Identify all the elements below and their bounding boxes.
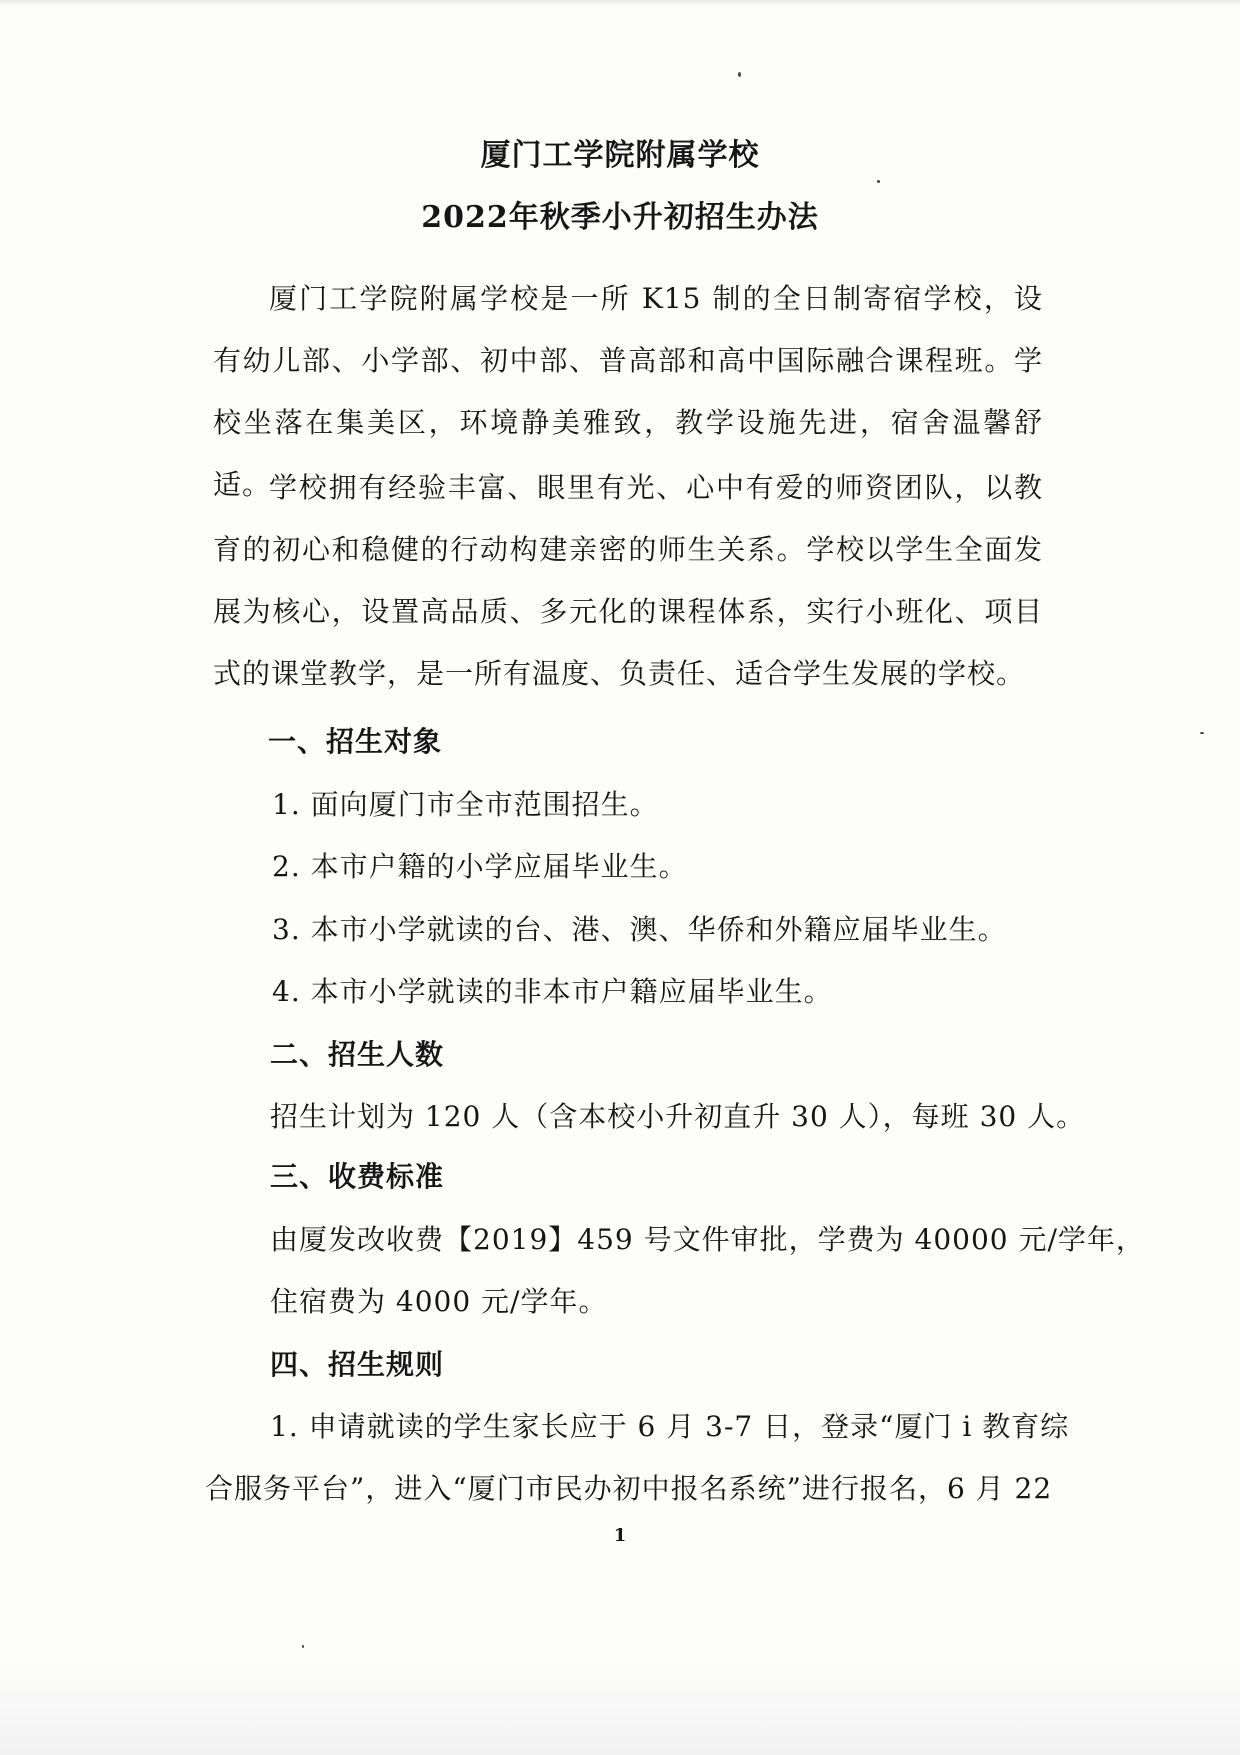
scan-edge-top <box>0 0 1240 6</box>
list-item: 3. 本市小学就读的台、港、澳、华侨和外籍应届毕业生。 <box>272 913 1007 946</box>
scan-speck <box>738 72 741 77</box>
rules-text-line-2: 合服务平台”，进入“厦门市民办初中报名系统”进行报名，6 月 22 <box>205 1472 1053 1505</box>
intro-paragraph-2: 学校拥有经验丰富、眼里有光、心中有爱的师资团队，以教育的初心和稳健的行动构建亲密的师生关系。学校以学生全面发展为核心，设置高品质、多元化的课程体系，实行小班化、项目式的课堂教学，是一所有温度、负责任、适合学生发展的学校。 <box>213 471 1043 690</box>
list-item: 4. 本市小学就读的非本市户籍应届毕业生。 <box>272 975 833 1008</box>
intro-paragraph-1: 厦门工学院附属学校是一所 K15 制的全日制寄宿学校，设有幼儿部、小学部、初中部、普高部和高中国际融合课程班。学校坐落在集美区，环境静美雅致，教学设施先进，宿舍温馨舒适。 <box>213 282 1043 501</box>
document-subtitle: 2022年秋季小升初招生办法 <box>421 200 819 235</box>
fee-text-line-2: 住宿费为 4000 元/学年。 <box>270 1285 608 1318</box>
scan-speck <box>1200 732 1204 734</box>
section-heading-enrollment-number: 二、招生人数 <box>270 1038 445 1071</box>
section-heading-admission-target: 一、招生对象 <box>268 725 443 758</box>
scan-edge-bottom <box>0 1660 1240 1755</box>
enrollment-plan-text: 招生计划为 120 人（含本校小升初直升 30 人），每班 30 人。 <box>270 1100 1086 1133</box>
section-heading-admission-rules: 四、招生规则 <box>270 1348 445 1381</box>
scan-speck <box>302 1645 304 1648</box>
section-heading-fee-standard: 三、收费标准 <box>270 1160 445 1193</box>
page-number: 1 <box>613 1525 627 1546</box>
document-title: 厦门工学院附属学校 <box>480 138 760 173</box>
fee-text-line-1: 由厦发改收费【2019】459 号文件审批，学费为 40000 元/学年， <box>270 1223 1145 1256</box>
list-item: 2. 本市户籍的小学应届毕业生。 <box>272 850 688 883</box>
scan-speck <box>877 180 880 183</box>
rules-text-line-1: 1. 申请就读的学生家长应于 6 月 3-7 日，登录“厦门 i 教育综 <box>270 1410 1070 1443</box>
list-item: 1. 面向厦门市全市范围招生。 <box>272 788 659 821</box>
